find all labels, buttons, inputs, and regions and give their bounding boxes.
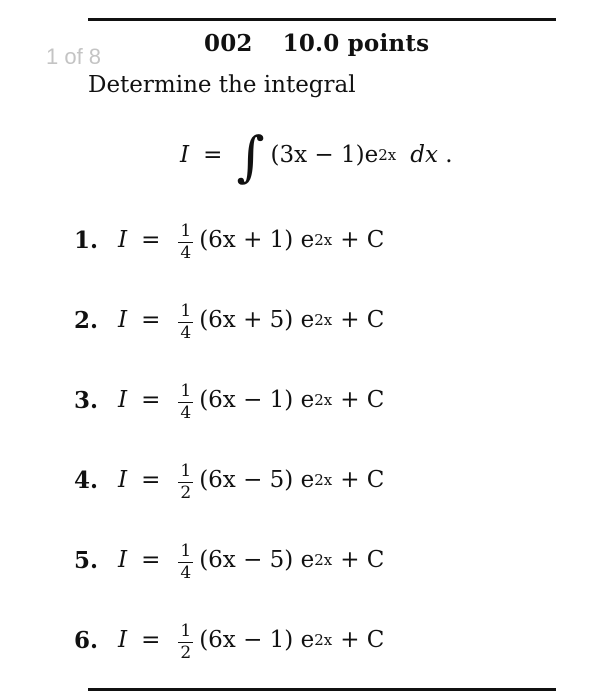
option-lhs: I: [118, 467, 128, 493]
question-header: [204, 30, 429, 57]
option-expression: (6x + 1) e: [199, 227, 315, 253]
option-constant: + C: [340, 387, 385, 413]
option-number: 2.: [74, 306, 99, 334]
option-lhs: I: [118, 227, 128, 253]
fraction-numerator: 1: [180, 460, 192, 481]
option-equals: =: [141, 387, 161, 413]
equation-lhs: I: [180, 142, 190, 168]
option-expression: (6x − 1) e: [199, 627, 315, 653]
option-fraction: [178, 220, 193, 263]
option-constant: + C: [340, 227, 385, 253]
integral-sign: ∫: [236, 125, 265, 188]
fraction-numerator: 1: [180, 380, 192, 401]
option-lhs: I: [118, 387, 128, 413]
option-expression: (6x − 5) e: [199, 467, 315, 493]
answer-option-6[interactable]: 6. I = $\frac{1}{2}$ (6x − 1) e 2x + C: [74, 620, 385, 663]
fraction-denominator: 2: [180, 482, 192, 503]
option-expression: (6x + 5) e: [199, 307, 315, 333]
option-number: 6.: [74, 626, 99, 654]
fraction-numerator: 1: [180, 220, 192, 241]
integral-equation: I = ∫ (3x − 1)e 2x dx .: [180, 125, 453, 188]
answer-option-5[interactable]: 5. I = $\frac{1}{4}$ (6x − 5) e 2x + C: [74, 540, 385, 583]
option-number: 3.: [74, 386, 99, 414]
fraction-denominator: 4: [180, 562, 192, 583]
option-equals: =: [141, 467, 161, 493]
answer-option-1[interactable]: 1. I = $\frac{1}{4}$ (6x + 1) e 2x + C: [74, 220, 385, 263]
equation-differential: dx: [410, 142, 438, 168]
option-constant: + C: [340, 467, 385, 493]
fraction-denominator: 4: [180, 242, 192, 263]
option-expression: (6x − 5) e: [199, 547, 315, 573]
option-fraction: [178, 620, 193, 663]
answer-option-4[interactable]: 4. I = $\frac{1}{2}$ (6x − 5) e 2x + C: [74, 460, 385, 503]
option-equals: =: [141, 307, 161, 333]
option-constant: + C: [340, 547, 385, 573]
fraction-numerator: 1: [180, 620, 192, 641]
option-lhs: I: [118, 547, 128, 573]
option-fraction: [178, 460, 193, 503]
equation-integrand: (3x − 1)e: [270, 142, 379, 168]
option-fraction: [178, 380, 193, 423]
option-constant: + C: [340, 307, 385, 333]
fraction-numerator: 1: [180, 540, 192, 561]
option-fraction: [178, 540, 193, 583]
fraction-denominator: 2: [180, 642, 192, 663]
question-number: 002: [204, 30, 253, 57]
fraction-denominator: 4: [180, 402, 192, 423]
option-fraction: [178, 300, 193, 343]
equation-equals: =: [203, 142, 223, 168]
option-lhs: I: [118, 627, 128, 653]
equation-period: .: [445, 142, 453, 168]
fraction-numerator: 1: [180, 300, 192, 321]
question-points: 10.0 points: [282, 30, 430, 57]
answer-option-3[interactable]: 3. I = $\frac{1}{4}$ (6x − 1) e 2x + C: [74, 380, 385, 423]
option-number: 1.: [74, 226, 99, 254]
option-expression: (6x − 1) e: [199, 387, 315, 413]
answer-option-2[interactable]: 2. I = $\frac{1}{4}$ (6x + 5) e 2x + C: [74, 300, 385, 343]
option-lhs: I: [118, 307, 128, 333]
option-constant: + C: [340, 627, 385, 653]
option-number: 4.: [74, 466, 99, 494]
option-equals: =: [141, 547, 161, 573]
bottom-rule: [88, 688, 556, 691]
top-rule: [88, 18, 556, 21]
question-prompt: Determine the integral: [88, 72, 356, 98]
page-indicator: 1 of 8: [46, 44, 102, 69]
option-equals: =: [141, 627, 161, 653]
option-number: 5.: [74, 546, 99, 574]
option-equals: =: [141, 227, 161, 253]
fraction-denominator: 4: [180, 322, 192, 343]
